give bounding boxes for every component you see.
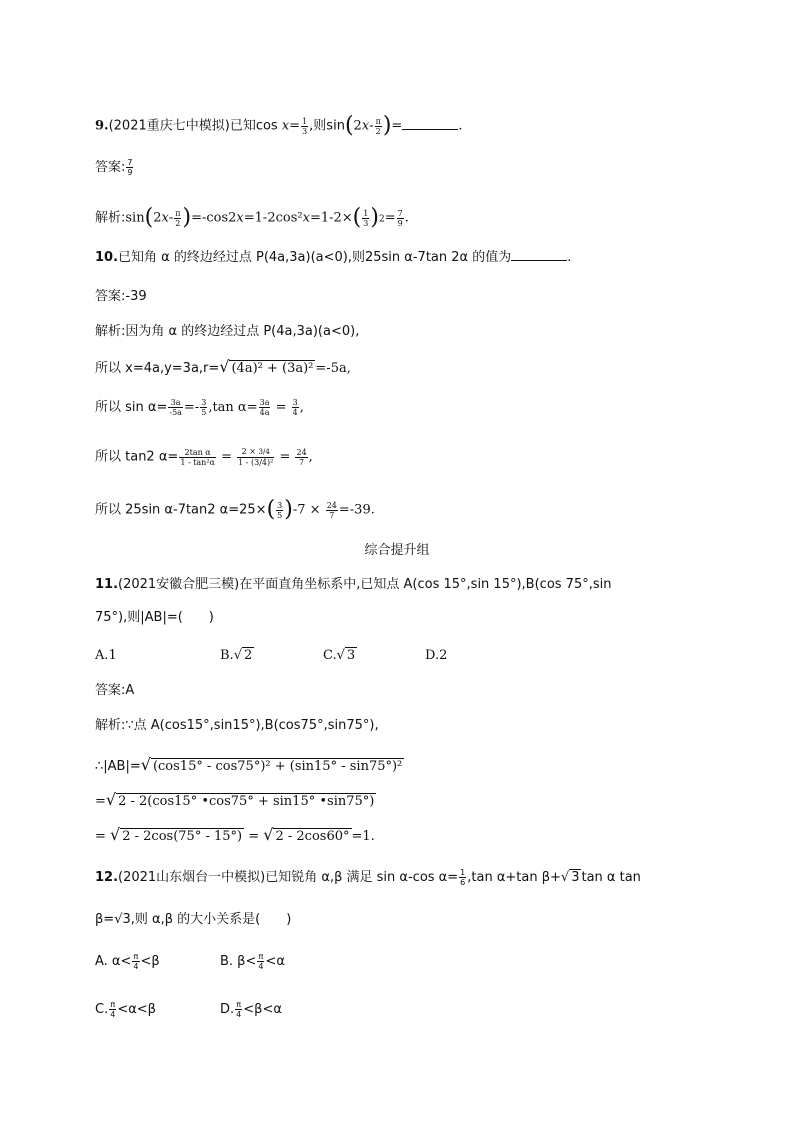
q11-analysis-4: = √ 2 - 2cos(75° - 15°) = √ 2 - 2cos60° =1. xyxy=(95,825,375,844)
q9-answer: 答案: $\frac{7}{9}$ xyxy=(95,158,133,177)
q9-stem: 9.(2021重庆七中模拟)已知cos x= $\frac{1}{3}$ ,则sin(2x- $\frac{\pi}{2}$ )= . xyxy=(95,113,463,138)
q9-stem-mid: ,则sin xyxy=(309,118,345,134)
q11-option-a: A.1 xyxy=(95,648,117,663)
q10-analysis-1: 解析:因为角 α 的终边经过点 P(4a,3a)(a<0), xyxy=(95,324,360,339)
q11-stem-2: 75°),则|AB|=( ) xyxy=(95,610,214,625)
q11-answer: 答案:A xyxy=(95,683,135,698)
q9-number: 9. xyxy=(95,118,109,134)
answer-blank xyxy=(511,248,567,261)
answer-blank xyxy=(402,117,458,130)
q9-stem-text: 已知cos xyxy=(229,118,282,134)
q10-stem-text: 已知角 α 的终边经过点 P(4a,3a)(a<0),则25sin α-7tan 2α 的值为 xyxy=(118,250,512,265)
q12-option-b: B. β< $\frac{\pi}{4}$ <α xyxy=(220,952,285,971)
q11-number: 11. xyxy=(95,577,119,592)
q10-answer: 答案:-39 xyxy=(95,289,147,304)
q10-analysis-5: 所以 25sin α-7tan2 α=25×( $\frac{3}{5}$ )-7 × $\frac{24}{7}$ =-39. xyxy=(95,497,375,522)
q11-option-b: B.√ 2 xyxy=(220,648,253,663)
q11-stem-1: 11.(2021安徽合肥三模)在平面直角坐标系中,已知点 A(cos 15°,sin 15°),B(cos 75°,sin xyxy=(95,577,612,592)
fraction: $\frac{7}{9}$ xyxy=(127,158,133,177)
section-title: 综合提升组 xyxy=(364,543,430,558)
q10-analysis-3: 所以 sin α= $\frac{3a}{-5a}$ =- $\frac{3}{5}$ ,tan α= $\frac{3a}{4a}$ = $\frac{3}{4}$ , xyxy=(95,398,304,417)
q12-option-c: C. $\frac{\pi}{4}$ <α<β xyxy=(95,1000,156,1019)
q10-analysis-4: 所以 tan2 α= $\frac{\text{2tan α}}{\text{1 - tan²α}}$ = $\frac{2 \times 3/4}{\text{1 - (3/4)²}}$ = $\frac{24}{7}$ , xyxy=(95,447,313,467)
q12-number: 12. xyxy=(95,870,119,885)
q9-source: (2021重庆七中模拟) xyxy=(108,118,230,134)
q11-option-c: C.√ 3 xyxy=(323,648,356,663)
fraction: $\frac{\pi}{2}$ xyxy=(375,116,381,136)
fraction: $\frac{1}{3}$ xyxy=(302,116,308,136)
q12-stem-1: 12.(2021山东烟台一中模拟)已知锐角 α,β 满足 sin α-cos α= $\frac{1}{6}$ ,tan α+tan β+√ 3 tan α tan xyxy=(95,868,641,887)
q11-analysis-3: =√ 2 - 2(cos15° •cos75° + sin15° •sin75°) xyxy=(95,790,375,809)
q11-analysis-2: ∴|AB|=√ (cos15° - cos75°)² + (sin15° - sin75°)² xyxy=(95,755,403,774)
q9-analysis: 解析:sin(2x- $\frac{\pi}{2}$ )=-cos2x=1-2cos²x=1-2×( $\frac{1}{3}$ )2= $\frac{7}{9}$ . xyxy=(95,205,409,230)
q12-option-d: D. $\frac{\pi}{4}$ <β<α xyxy=(220,1000,282,1019)
q10-number: 10. xyxy=(95,250,119,265)
q11-analysis-1: 解析:∵点 A(cos15°,sin15°),B(cos75°,sin75°), xyxy=(95,718,379,733)
q12-option-a: A. α< $\frac{\pi}{4}$ <β xyxy=(95,952,160,971)
q11-option-d: D.2 xyxy=(425,648,448,663)
q10-stem: 10.已知角 α 的终边经过点 P(4a,3a)(a<0),则25sin α-7tan 2α 的值为 . xyxy=(95,250,572,265)
q10-analysis-2: 所以 x=4a,y=3a,r=√ (4a)² + (3a)² =-5a, xyxy=(95,357,351,376)
q12-stem-2: β=√3,则 α,β 的大小关系是( ) xyxy=(95,912,292,927)
